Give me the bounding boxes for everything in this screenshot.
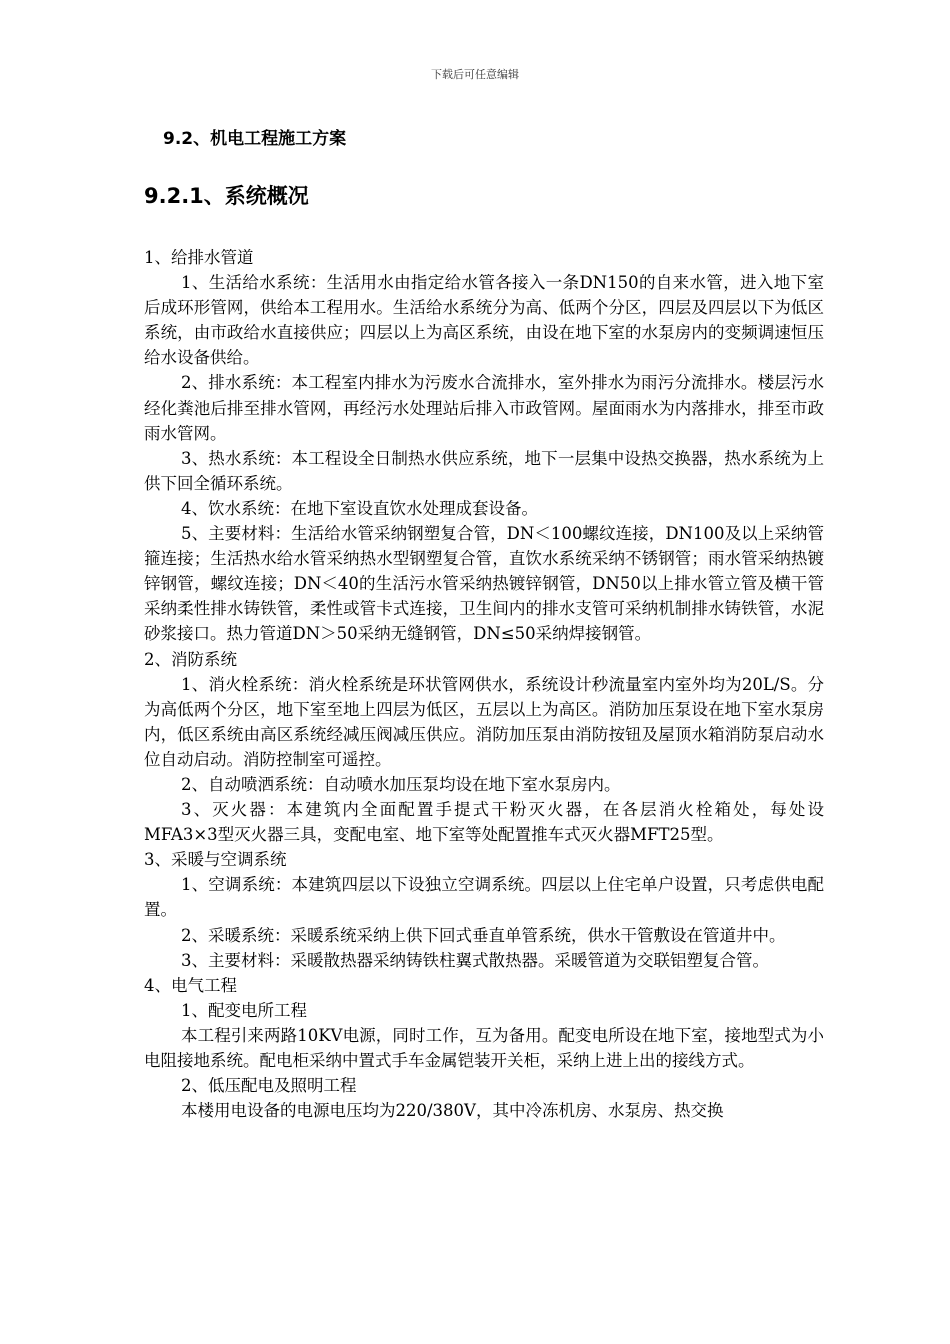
section-heading: 1、给排水管道: [144, 248, 254, 267]
body-text: [144, 245, 824, 1123]
paragraph: 1、消火栓系统：消火栓系统是环状管网供水，系统设计秒流量室内室外均为20L/S。分为高低两个分区，地下室至地上四层为低区，五层以上为高区。消防加压泵设在地下室水泵房内，低区系统由高区系统经减压阀减压供应。消防加压泵由消防按钮及屋顶水箱消防泵启动水位自动启动。消防控制室可遥控。: [144, 674, 824, 769]
paragraph: 1、生活给水系统：生活用水由指定给水管各接入一条DN150的自来水管，进入地下室后成环形管网，供给本工程用水。生活给水系统分为高、低两个分区，四层及四层以下为低区系统，由市政给水直接供应；四层以上为高区系统，由设在地下室的水泵房内的变频调速恒压给水设备供给。: [144, 273, 824, 368]
paragraph: 4、饮水系统：在地下室设直饮水处理成套设备。: [181, 498, 538, 518]
paragraph: 本楼用电设备的电源电压均为220/380V，其中冷冻机房、水泵房、热交换: [181, 1101, 724, 1121]
paragraph: 1、配变电所工程: [181, 1000, 307, 1020]
paragraph: 本工程引来两路10KV电源，同时工作，互为备用。配变电所设在地下室，接地型式为小电阻接地系统。配电柜采纳中置式手车金属铠装开关柜，采纳上进上出的接线方式。: [144, 1025, 824, 1070]
section-title: 9.2、机电工程施工方案: [163, 129, 347, 149]
paragraph: 3、主要材料：采暖散热器采纳铸铁柱翼式散热器。采暖管道为交联铝塑复合管。: [181, 950, 769, 970]
subsection-title: 9.2.1、系统概况: [144, 184, 309, 208]
paragraph: 2、排水系统：本工程室内排水为污废水合流排水，室外排水为雨污分流排水。楼层污水经化粪池后排至排水管网，再经污水处理站后排入市政管网。屋面雨水为内落排水，排至市政雨水管网。: [144, 373, 824, 443]
section-heading: 3、采暖与空调系统: [144, 850, 287, 870]
section-heading: 4、电气工程: [144, 975, 237, 995]
paragraph: 2、采暖系统：采暖系统采纳上供下回式垂直单管系统，供水干管敷设在管道井中。: [181, 925, 786, 945]
paragraph: 2、自动喷洒系统：自动喷水加压泵均设在地下室水泵房内。: [181, 774, 621, 794]
paragraph: 2、低压配电及照明工程: [181, 1076, 357, 1096]
paragraph: 1、空调系统：本建筑四层以下设独立空调系统。四层以上住宅单户设置，只考虑供电配置。: [144, 875, 824, 920]
paragraph: 3、热水系统：本工程设全日制热水供应系统，地下一层集中设热交换器，热水系统为上供下回全循环系统。: [144, 448, 824, 493]
header-note: 下载后可任意编辑: [431, 68, 519, 81]
paragraph: 5、主要材料：生活给水管采纳钢塑复合管，DN＜100螺纹连接，DN100及以上采纳管箍连接；生活热水给水管采纳热水型钢塑复合管，直饮水系统采纳不锈钢管；雨水管采纳热镀锌钢管，螺纹连接；DN＜40的生活污水管采纳热镀锌钢管，DN50以上排水管立管及横干管采纳柔性排水铸铁管，柔性或管卡式连接，卫生间内的排水支管可采纳机制排水铸铁管，水泥砂浆接口。热力管道DN＞50采纳无缝钢管，DN≤50采纳焊接钢管。: [144, 524, 824, 644]
section-heading: 2、消防系统: [144, 649, 237, 669]
paragraph: 3、灭火器：本建筑内全面配置手提式干粉灭火器，在各层消火栓箱处，每处设MFA3×3型灭火器三具，变配电室、地下室等处配置推车式灭火器MFT25型。: [144, 800, 824, 845]
